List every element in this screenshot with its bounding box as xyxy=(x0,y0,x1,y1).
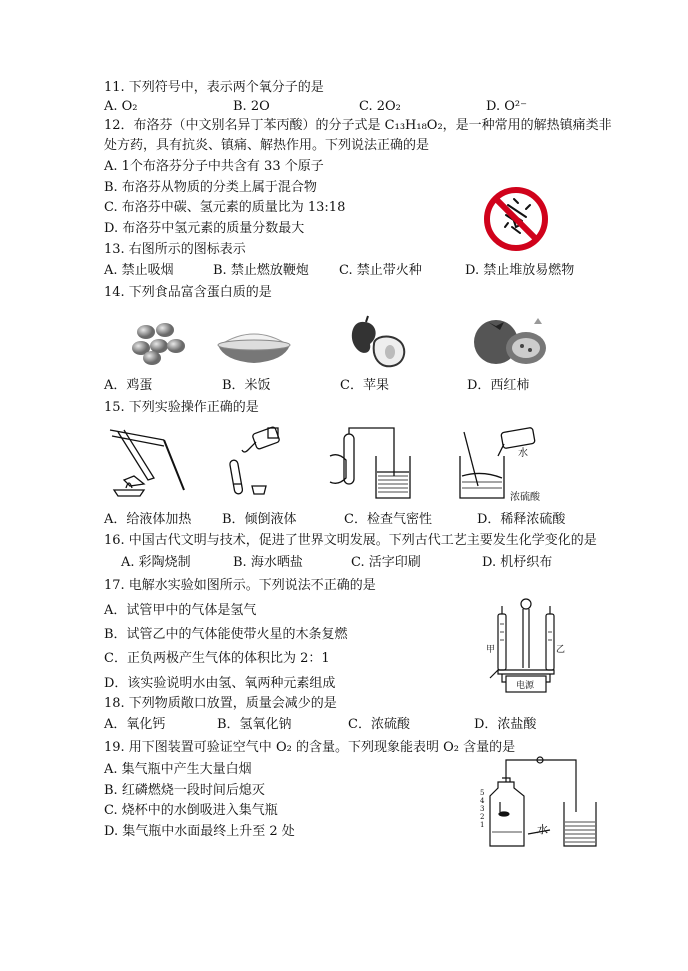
rice-bowl-image xyxy=(214,325,294,365)
q17-option-d: D．该实验说明水由氢、氧两种元素组成 xyxy=(104,676,336,691)
q14-option-a: A．鸡蛋 xyxy=(104,378,153,393)
q12-option-d: D. 布洛芬中氢元素的质量分数最大 xyxy=(104,221,305,236)
q11-option-a: A. O₂ xyxy=(104,99,138,114)
q15-option-a: A．给液体加热 xyxy=(104,512,192,527)
q15-acid-label: 浓硫酸 xyxy=(510,492,540,503)
q19-stem: 19. 用下图装置可验证空气中 O₂ 的含量。下列现象能表明 O₂ 含量的是 xyxy=(104,740,516,755)
q13-stem: 13. 右图所示的图标表示 xyxy=(104,242,246,257)
q12-stem-line2: 处方药，具有抗炎、镇痛、解热作用。下列说法正确的是 xyxy=(104,138,430,153)
q15-stem: 15. 下列实验操作正确的是 xyxy=(104,400,259,415)
q12-stem-line1: 12．布洛芬（中文别名异丁苯丙酸）的分子式是 C₁₃H₁₈O₂，是一种常用的解热镇痛类非 xyxy=(104,118,612,133)
q19-scale-4: 4 xyxy=(480,797,485,805)
q18-stem: 18. 下列物质敞口放置，质量会减少的是 xyxy=(104,696,337,711)
q19-option-d: D. 集气瓶中水面最终上升至 2 处 xyxy=(104,824,295,839)
q16-option-a: A. 彩陶烧制 xyxy=(121,555,191,570)
apple-image xyxy=(346,314,412,370)
q11-stem: 11. 下列符号中，表示两个氧分子的是 xyxy=(104,80,324,95)
q19-scale-1: 1 xyxy=(480,821,485,829)
q15-option-b: B．倾倒液体 xyxy=(222,512,297,527)
q13-option-d: D. 禁止堆放易燃物 xyxy=(465,263,575,278)
q18-option-d: D．浓盐酸 xyxy=(474,717,537,732)
q15-option-c: C．检查气密性 xyxy=(344,512,432,527)
q19-option-c: C. 烧杯中的水倒吸进入集气瓶 xyxy=(104,803,278,818)
eggs-image xyxy=(132,320,186,366)
q12-option-a: A. 1个布洛芬分子中共含有 33 个原子 xyxy=(104,159,324,174)
q16-option-d: D. 机杼织布 xyxy=(482,555,553,570)
no-firecrackers-sign-icon xyxy=(484,187,548,251)
q17-stem: 17. 电解水实验如图所示。下列说法不正确的是 xyxy=(104,578,376,593)
pouring-liquid-figure xyxy=(212,424,292,500)
q19-scale-2: 2 xyxy=(480,813,485,821)
q17-option-b: B．试管乙中的气体能使带火星的木条复燃 xyxy=(104,627,348,642)
q16-option-c: C. 活字印刷 xyxy=(351,555,421,570)
q12-option-c: C. 布洛芬中碳、氢元素的质量比为 13:18 xyxy=(104,200,346,215)
q15-water-label: 水 xyxy=(518,448,528,459)
q19-option-a: A. 集气瓶中产生大量白烟 xyxy=(104,762,252,777)
q19-water-label: 水 xyxy=(537,823,548,836)
q12-option-b: B. 布洛芬从物质的分类上属于混合物 xyxy=(104,180,317,195)
q15-option-d: D．稀释浓硫酸 xyxy=(477,512,566,527)
q13-option-a: A. 禁止吸烟 xyxy=(104,263,174,278)
q16-stem: 16. 中国古代文明与技术，促进了世界文明发展。下列古代工艺主要发生化学变化的是 xyxy=(104,533,597,548)
q18-option-b: B．氢氧化钠 xyxy=(217,717,292,732)
q14-option-c: C．苹果 xyxy=(340,378,389,393)
airtightness-check-figure xyxy=(322,426,412,502)
q18-option-a: A．氧化钙 xyxy=(104,717,166,732)
q13-option-b: B. 禁止燃放鞭炮 xyxy=(213,263,309,278)
q11-option-b: B. 2O xyxy=(233,99,270,114)
tomato-image xyxy=(470,314,550,366)
q17-label-right: 乙 xyxy=(556,645,566,655)
q17-option-c: C．正负两极产生气体的体积比为 2：1 xyxy=(104,651,330,666)
q14-stem: 14. 下列食品富含蛋白质的是 xyxy=(104,285,272,300)
q16-option-b: B. 海水晒盐 xyxy=(233,555,303,570)
heating-liquid-figure xyxy=(104,420,194,500)
q17-power-label: 电源 xyxy=(516,681,535,691)
q17-option-a: A．试管甲中的气体是氢气 xyxy=(104,603,257,618)
q11-option-c: C. 2O₂ xyxy=(359,99,401,114)
q18-option-c: C．浓硫酸 xyxy=(348,717,410,732)
q19-option-b: B. 红磷燃烧一段时间后熄灭 xyxy=(104,783,265,798)
q19-scale-3: 3 xyxy=(480,805,485,813)
q14-option-d: D．西红柿 xyxy=(467,378,530,393)
q11-option-d: D. O²⁻ xyxy=(486,99,527,114)
q14-option-b: B．米饭 xyxy=(222,378,271,393)
q17-label-left: 甲 xyxy=(486,645,496,655)
q19-scale-5: 5 xyxy=(480,789,485,797)
q13-option-c: C. 禁止带火种 xyxy=(339,263,422,278)
